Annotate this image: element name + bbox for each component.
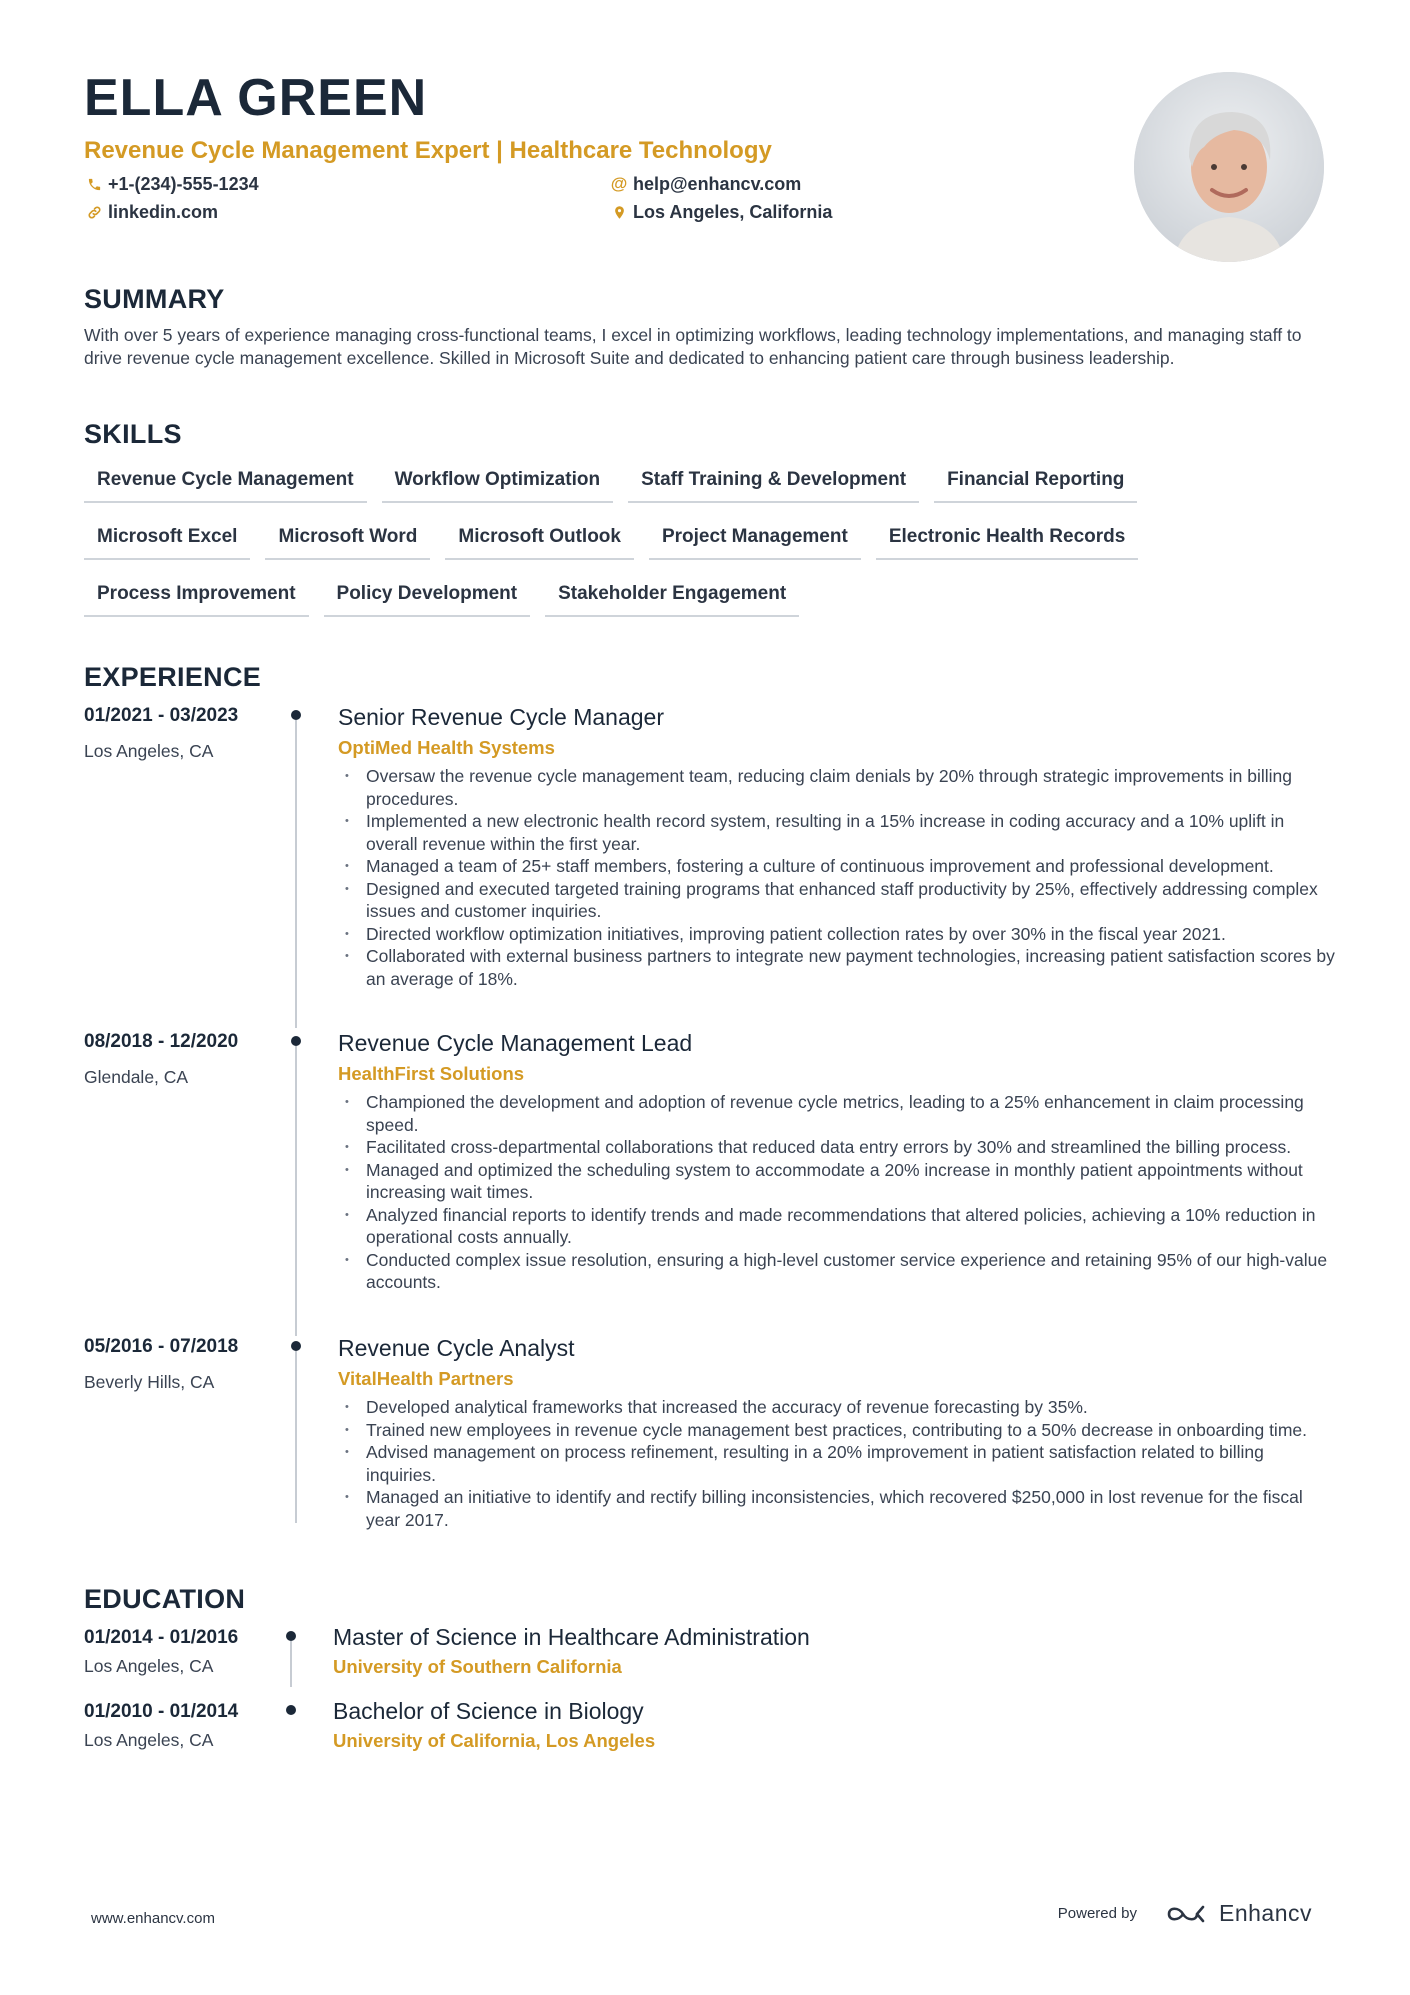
- entry-company: HealthFirst Solutions: [338, 1063, 525, 1084]
- skill-tag: Microsoft Outlook: [445, 517, 634, 560]
- bullet-item: • Conducted complex issue resolution, ensuring a high-level customer service experience and retaining 95% of our high-value accounts.: [338, 1249, 1338, 1294]
- bullet-item: • Managed an initiative to identify and rectify billing inconsistencies, which recovered $250,000 in lost revenue for the fiscal year 2017.: [338, 1486, 1338, 1531]
- edu-location: Los Angeles, CA: [84, 1656, 214, 1676]
- skills-heading: SKILLS: [84, 419, 182, 449]
- skill-tag: Workflow Optimization: [382, 460, 613, 503]
- bullet-item: • Analyzed financial reports to identify trends and made recommendations that altered policies, achieving a 10% reduction in operational costs annually.: [338, 1204, 1338, 1249]
- summary-text: With over 5 years of experience managing cross-functional teams, I excel in optimizing workflows, leading technology implementations, and managing staff to drive revenue cycle management excellence. Skilled in Microsoft Suite and dedicated to enhancing patient care through business leadership.: [84, 325, 1302, 368]
- phone-text: +1-(234)-555-1234: [108, 173, 259, 194]
- bullet-item: • Collaborated with external business partners to integrate new payment technologies, increasing patient satisfaction scores by an average of 18%.: [338, 945, 1338, 990]
- skills-row: [84, 574, 1324, 617]
- entry-location: Glendale, CA: [84, 1067, 189, 1087]
- linkedin-text: linkedin.com: [108, 201, 219, 222]
- brand-name: Enhancv: [1218, 1900, 1312, 1926]
- entry-role: Revenue Cycle Analyst: [338, 1335, 575, 1361]
- skills-row: [84, 460, 1324, 503]
- powered-by-text: Powered by: [1057, 1905, 1137, 1922]
- bullet-item: • Oversaw the revenue cycle management team, reducing claim denials by 20% through strategic improvements in billing procedures.: [338, 765, 1338, 810]
- bullet-item: • Championed the development and adoption of revenue cycle metrics, leading to a 25% enhancement in claim processing speed.: [338, 1091, 1338, 1136]
- bullet-item: • Implemented a new electronic health record system, resulting in a 15% increase in coding accuracy and a 10% uplift in overall revenue within the first year.: [338, 810, 1338, 855]
- entry-location: Los Angeles, CA: [84, 741, 214, 761]
- summary-heading: SUMMARY: [84, 284, 225, 314]
- skill-tag: Financial Reporting: [934, 460, 1137, 503]
- skills-row: [84, 517, 1324, 560]
- edu-dates: 01/2014 - 01/2016: [84, 1627, 239, 1648]
- contact-phone: [84, 172, 609, 196]
- enhancv-logo[interactable]: [1165, 1900, 1312, 1927]
- skill-tag: Staff Training & Development: [628, 460, 919, 503]
- education-heading: EDUCATION: [84, 1584, 246, 1614]
- timeline-line: [295, 1351, 297, 1523]
- timeline-dot: [286, 1631, 296, 1641]
- entry-company: VitalHealth Partners: [338, 1368, 514, 1389]
- phone-icon: [84, 177, 104, 192]
- edu-location: Los Angeles, CA: [84, 1730, 214, 1750]
- bullet-item: • Designed and executed targeted training programs that enhanced staff productivity by 25%, effectively addressing complex issues and customer inquiries.: [338, 878, 1338, 923]
- location-text: Los Angeles, California: [633, 201, 833, 222]
- candidate-name: ELLA GREEN: [84, 69, 428, 127]
- bullet-item: • Trained new employees in revenue cycle management best practices, contributing to a 50% decrease in onboarding time.: [338, 1419, 1338, 1442]
- entry-bullets: [338, 1396, 1338, 1531]
- skill-tag: Process Improvement: [84, 574, 309, 617]
- edu-degree: Master of Science in Healthcare Administration: [333, 1624, 810, 1650]
- location-pin-icon: [609, 205, 629, 220]
- entry-company: OptiMed Health Systems: [338, 737, 555, 758]
- timeline-dot: [291, 1341, 301, 1351]
- timeline-line: [295, 720, 297, 1028]
- bullet-item: • Facilitated cross-departmental collaborations that reduced data entry errors by 30% and streamlined the billing process.: [338, 1136, 1338, 1159]
- skill-tag: Project Management: [649, 517, 861, 560]
- bullet-item: • Developed analytical frameworks that increased the accuracy of revenue forecasting by 35%.: [338, 1396, 1338, 1419]
- edu-dates: 01/2010 - 01/2014: [84, 1701, 239, 1722]
- entry-location: Beverly Hills, CA: [84, 1372, 215, 1392]
- skill-tag: Policy Development: [324, 574, 531, 617]
- timeline-line: [295, 1046, 297, 1336]
- contact-email[interactable]: [609, 172, 909, 196]
- timeline-dot: [291, 710, 301, 720]
- profile-photo: [1134, 72, 1324, 262]
- bullet-item: • Advised management on process refinement, resulting in a 20% improvement in patient satisfaction related to billing inquiries.: [338, 1441, 1338, 1486]
- bullet-item: • Managed a team of 25+ staff members, fostering a culture of continuous improvement and professional development.: [338, 855, 1338, 878]
- link-icon: [84, 205, 104, 220]
- entry-dates: 01/2021 - 03/2023: [84, 705, 239, 726]
- experience-heading: EXPERIENCE: [84, 662, 262, 692]
- timeline-line: [290, 1641, 292, 1687]
- timeline-dot: [286, 1705, 296, 1715]
- edu-school: University of Southern California: [333, 1656, 622, 1677]
- entry-dates: 05/2016 - 07/2018: [84, 1336, 239, 1357]
- contact-location: [609, 200, 909, 224]
- footer-branding: [1058, 1900, 1312, 1927]
- enhancv-logo-icon: [1165, 1903, 1211, 1925]
- contact-linkedin[interactable]: [84, 200, 609, 224]
- entry-bullets: [338, 765, 1338, 990]
- entry-role: Senior Revenue Cycle Manager: [338, 704, 665, 730]
- edu-school: University of California, Los Angeles: [333, 1730, 656, 1751]
- entry-role: Revenue Cycle Management Lead: [338, 1030, 693, 1056]
- timeline-dot: [291, 1036, 301, 1046]
- skill-tag: Stakeholder Engagement: [545, 574, 799, 617]
- bullet-item: • Directed workflow optimization initiatives, improving patient collection rates by over 30% in the fiscal year 2021.: [338, 923, 1338, 946]
- skill-tag: Revenue Cycle Management: [84, 460, 367, 503]
- entry-dates: 08/2018 - 12/2020: [84, 1031, 239, 1052]
- contact-info: [84, 172, 1144, 224]
- resume-header: [84, 68, 1144, 224]
- skill-tag: Electronic Health Records: [876, 517, 1139, 560]
- skills-list: [84, 460, 1324, 631]
- footer-website[interactable]: www.enhancv.com: [91, 1910, 215, 1927]
- skill-tag: Microsoft Word: [265, 517, 430, 560]
- entry-bullets: [338, 1091, 1338, 1294]
- edu-degree: Bachelor of Science in Biology: [333, 1698, 644, 1724]
- skill-tag: Microsoft Excel: [84, 517, 250, 560]
- candidate-headline: Revenue Cycle Management Expert | Healthcare Technology: [84, 137, 772, 164]
- bullet-item: • Managed and optimized the scheduling system to accommodate a 20% increase in monthly patient appointments without increasing wait times.: [338, 1159, 1338, 1204]
- at-icon: @: [610, 174, 628, 193]
- email-text: help@enhancv.com: [633, 173, 802, 194]
